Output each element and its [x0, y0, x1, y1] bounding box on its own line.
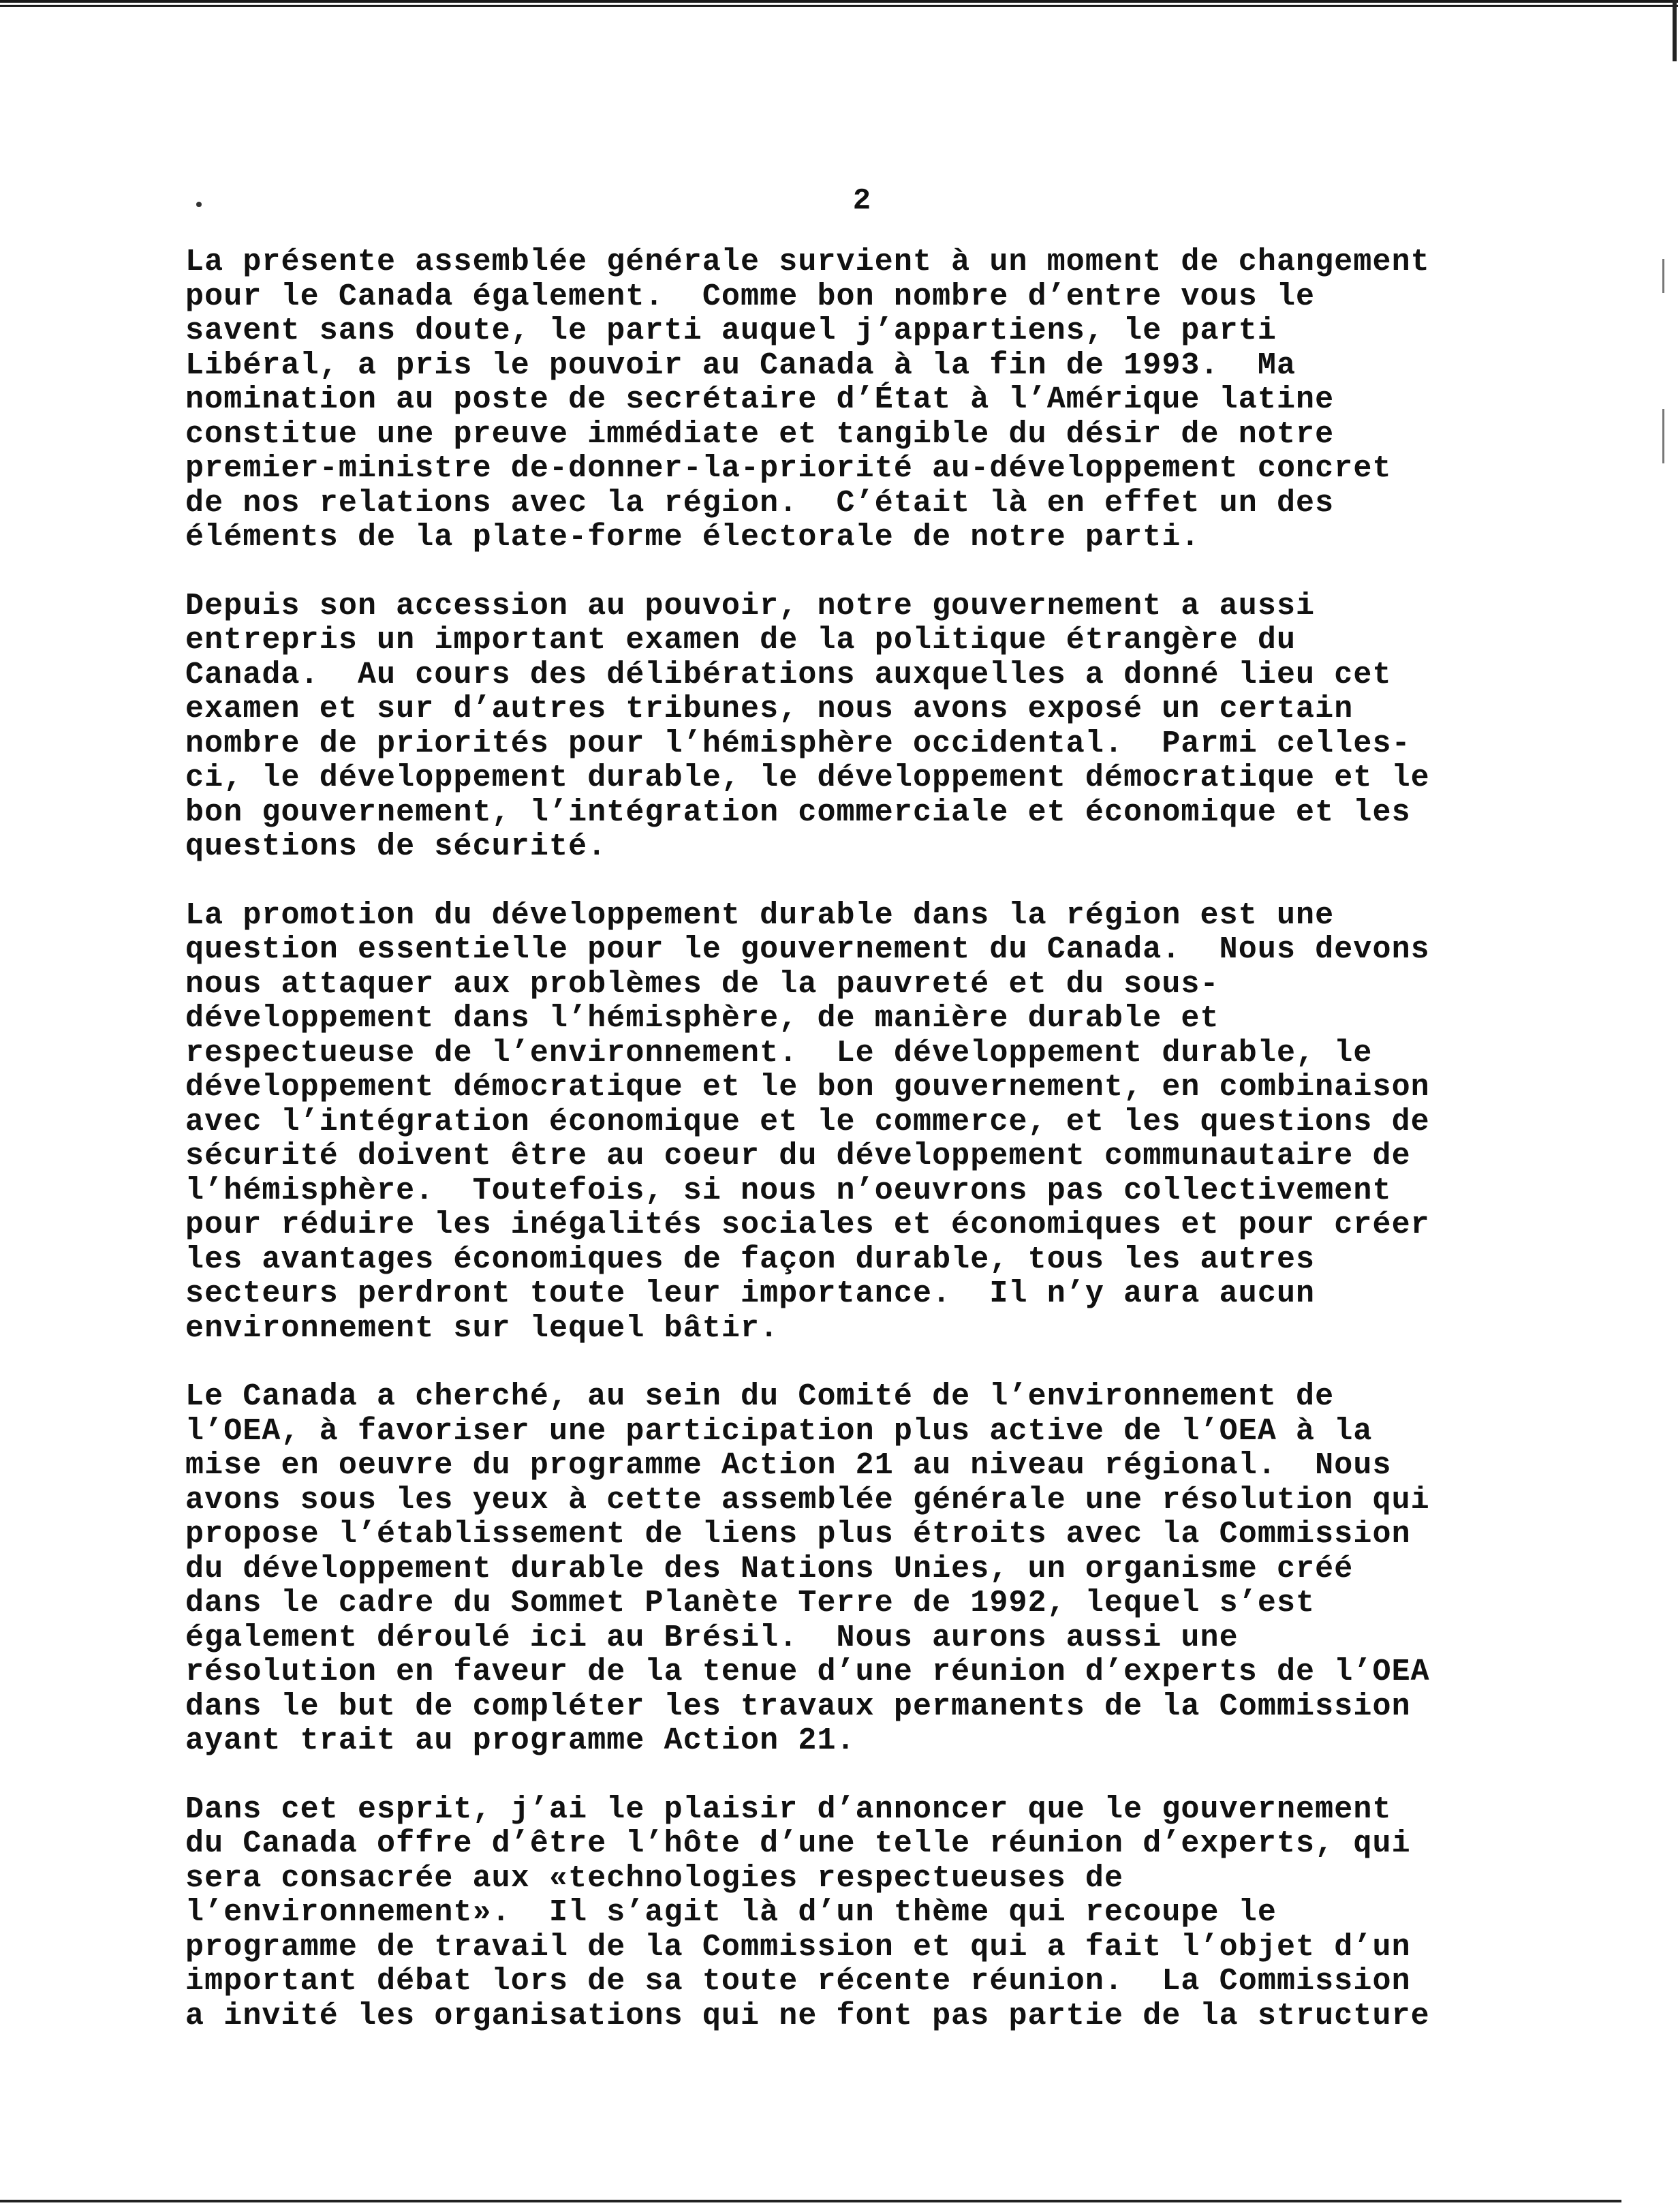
text-line: développement dans l’hémisphère, de manière durable et: [185, 1001, 1219, 1036]
text-line: respectueuse de l’environnement. Le développement durable, le: [185, 1035, 1373, 1071]
text-line: résolution en faveur de la tenue d’une réunion d’experts de l’OEA: [185, 1655, 1430, 1689]
text-line: développement démocratique et le bon gouvernement, en combinaison: [185, 1070, 1430, 1105]
text-line: avec l’intégration économique et le commerce, et les questions de: [185, 1104, 1430, 1139]
text-line: l’hémisphère. Toutefois, si nous n’oeuvrons pas collectivement: [185, 1173, 1392, 1208]
text-line: propose l’établissement de liens plus étroits avec la Commission: [185, 1517, 1411, 1552]
text-line: examen et sur d’autres tribunes, nous avons exposé un certain: [185, 692, 1354, 726]
text-line: Canada. Au cours des délibérations auxquelles a donné lieu cet: [185, 657, 1392, 692]
text-line: questions de sécurité.: [185, 829, 607, 864]
text-line: dans le cadre du Sommet Planète Terre de 1992, lequel s’est: [185, 1586, 1316, 1620]
text-line: dans le but de compléter les travaux permanents de la Commission: [185, 1689, 1411, 1724]
text-line: premier-ministre de-donner-la-priorité au-développement concret: [185, 451, 1392, 486]
text-line: du Canada offre d’être l’hôte d’une telle réunion d’experts, qui: [185, 1826, 1411, 1861]
text-line: nomination au poste de secrétaire d’État à l’Amérique latine: [185, 382, 1335, 417]
text-line: nous attaquer aux problèmes de la pauvreté et du sous-: [185, 966, 1219, 1002]
text-line: important débat lors de sa toute récente réunion. La Commission: [185, 1964, 1411, 1999]
text-line: pour le Canada également. Comme bon nombre d’entre vous le: [185, 279, 1316, 314]
text-line: bon gouvernement, l’intégration commerciale et économique et les: [185, 795, 1411, 830]
text-line: Depuis son accession au pouvoir, notre gouvernement a aussi: [185, 588, 1316, 624]
text-line: de nos relations avec la région. C’était là en effet un des: [185, 485, 1335, 521]
text-line: ci, le développement durable, le développement démocratique et le: [185, 761, 1430, 795]
text-line: mise en oeuvre du programme Action 21 au niveau régional. Nous: [185, 1448, 1392, 1483]
paragraph-oas-environment-committee: [185, 1380, 1562, 1759]
text-line: a invité les organisations qui ne font pas partie de la structure: [185, 1998, 1430, 2033]
text-line: les avantages économiques de façon durable, tous les autres: [185, 1242, 1316, 1277]
text-line: du développement durable des Nations Unies, un organisme créé: [185, 1551, 1354, 1586]
scan-mark: [1662, 409, 1664, 463]
text-line: Libéral, a pris le pouvoir au Canada à la fin de 1993. Ma: [185, 348, 1296, 383]
paragraph-sustainable-development: [185, 899, 1562, 1347]
text-line: pour réduire les inégalités sociales et économiques et pour créer: [185, 1208, 1430, 1242]
scan-border-top: [0, 0, 1678, 7]
document-body: [185, 245, 1562, 2068]
text-line: constitue une preuve immédiate et tangible du désir de notre: [185, 416, 1335, 452]
text-line: La présente assemblée générale survient à un moment de changement: [185, 245, 1430, 279]
text-line: Dans cet esprit, j’ai le plaisir d’annoncer que le gouvernement: [185, 1792, 1392, 1827]
scan-mark: [1662, 259, 1664, 293]
text-line: ayant trait au programme Action 21.: [185, 1723, 856, 1758]
text-line: entrepris un important examen de la politique étrangère du: [185, 623, 1296, 658]
text-line: l’environnement». Il s’agit là d’un thème qui recoupe le: [185, 1895, 1277, 1930]
text-line: environnement sur lequel bâtir.: [185, 1310, 779, 1346]
text-line: nombre de priorités pour l’hémisphère occidental. Parmi celles-: [185, 726, 1411, 761]
paragraph-change-for-canada: [185, 245, 1562, 555]
text-line: savent sans doute, le parti auquel j’appartiens, le parti: [185, 313, 1277, 348]
text-line: question essentielle pour le gouvernement du Canada. Nous devons: [185, 932, 1430, 967]
text-line: éléments de la plate-forme électorale de notre parti.: [185, 520, 1200, 555]
scan-speck: [196, 202, 202, 207]
text-line: secteurs perdront toute leur importance. Il n’y aura aucun: [185, 1276, 1316, 1311]
text-line: sera consacrée aux «technologies respectueuses de: [185, 1860, 1124, 1896]
text-line: Le Canada a cherché, au sein du Comité de l’environnement de: [185, 1379, 1335, 1414]
paragraph-foreign-policy-review: [185, 589, 1562, 865]
scan-border-bottom: [0, 2200, 1621, 2202]
scan-border-right: [1673, 0, 1677, 61]
text-line: avons sous les yeux à cette assemblée générale une résolution qui: [185, 1482, 1430, 1518]
text-line: La promotion du développement durable dans la région est une: [185, 897, 1335, 933]
text-line: également déroulé ici au Brésil. Nous aurons aussi une: [185, 1620, 1239, 1655]
text-line: programme de travail de la Commission et qui a fait l’objet d’un: [185, 1929, 1411, 1965]
text-line: sécurité doivent être au coeur du développement communautaire de: [185, 1139, 1411, 1173]
page-number: 2: [852, 184, 871, 218]
paragraph-experts-meeting: [185, 1793, 1562, 2034]
text-line: l’OEA, à favoriser une participation plus active de l’OEA à la: [185, 1413, 1373, 1449]
